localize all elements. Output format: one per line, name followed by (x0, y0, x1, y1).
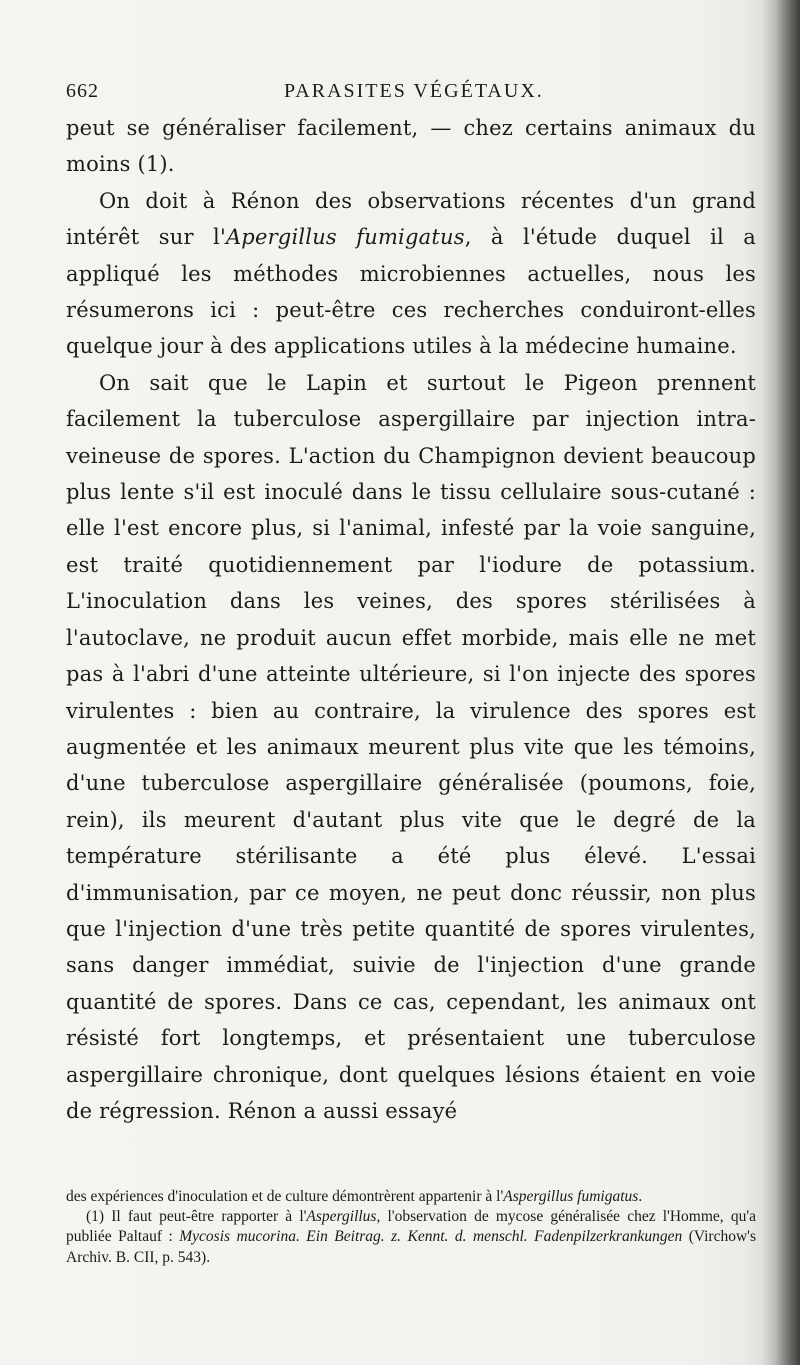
paragraph-1-text: peut se généraliser facilement, — chez certains animaux du moins (1). (66, 116, 756, 177)
footnote-continuation-text-a: des expériences d'inoculation et de culture démontrèrent appartenir à l' (66, 1188, 504, 1205)
footnote-1-genus: Aspergillus (306, 1208, 377, 1226)
paragraph-3 (66, 365, 756, 1130)
footnote-1-citation-title: Mycosis mucorina. Ein Beitrag. z. Kennt. d. menschl. Fadenpilzerkrankungen (179, 1228, 683, 1246)
species-name: Apergillus fumigatus (225, 225, 465, 250)
paragraph-3-text: On sait que le Lapin et surtout le Pigeon prennent facilement la tuberculose aspergillaire par injection intra-veineuse de spores. L'action du Champignon devient beaucoup plus lente s'il est inoculé dans le tissu cellulaire sous-cutané : elle l'est encore plus, si l'animal, infesté par la voie sanguine, est traité quotidiennement par l'iodure de potassium. L'inoculation dans les veines, des spores stérilisées à l'autoclave, ne produit aucun effet morbide, mais elle ne met pas à l'abri d'une atteinte ultérieure, si l'on injecte des spores virulentes : bien au contraire, la virulence des spores est augmentée et les animaux meurent plus vite que les témoins, d'une tuberculose aspergillaire généralisée (poumons, foie, rein), ils meurent d'autant plus vite que le degré de la température stérilisante a été plus élevé. L'essai d'immunisation, par ce moyen, ne peut donc réussir, non plus que l'injection d'une très petite quantité de spores virulentes, sans danger immédiat, suivie de l'injection d'une grande quantité de spores. Dans ce cas, cependant, les animaux ont résisté fort longtemps, et présentaient une tuberculose aspergillaire chronique, dont quelques lésions étaient en voie de régression. Rénon a aussi essayé (66, 370, 756, 1123)
footnotes (66, 1187, 756, 1268)
footnote-species-name: Aspergillus fumigatus (503, 1188, 639, 1205)
page-edge-shadow (762, 0, 800, 1365)
footnote-1 (66, 1207, 756, 1268)
paragraph-1 (66, 110, 756, 183)
footnote-1-text-b: , l'observation de mycose généralisée chez l'Homme, qu'a publiée Paltauf : (66, 1208, 756, 1246)
footnote-1-text-c: (Virchow's Archiv. B. CII, p. 543). (66, 1228, 756, 1266)
paragraph-2-text-a: On doit à Rénon des observations récentes d'un grand intérêt sur l' (66, 188, 756, 250)
paragraph-2-text-b: , à l'étude duquel il a appliqué les méthodes microbiennes actuelles, nous les résumerons ici : peut-être ces recherches conduiront-elles quelque jour à des applications utiles à la médecine humaine. (66, 225, 756, 359)
page-number: 662 (66, 80, 99, 102)
footnote-continuation-text-b: . (638, 1188, 643, 1205)
paragraph-2 (66, 183, 756, 365)
footnote-continuation (66, 1187, 756, 1207)
running-title: PARASITES VÉGÉTAUX. (284, 80, 544, 102)
footnote-1-text-a: (1) Il faut peut-être rapporter à l' (86, 1208, 307, 1226)
running-header (66, 80, 756, 110)
body-text (66, 110, 756, 1129)
